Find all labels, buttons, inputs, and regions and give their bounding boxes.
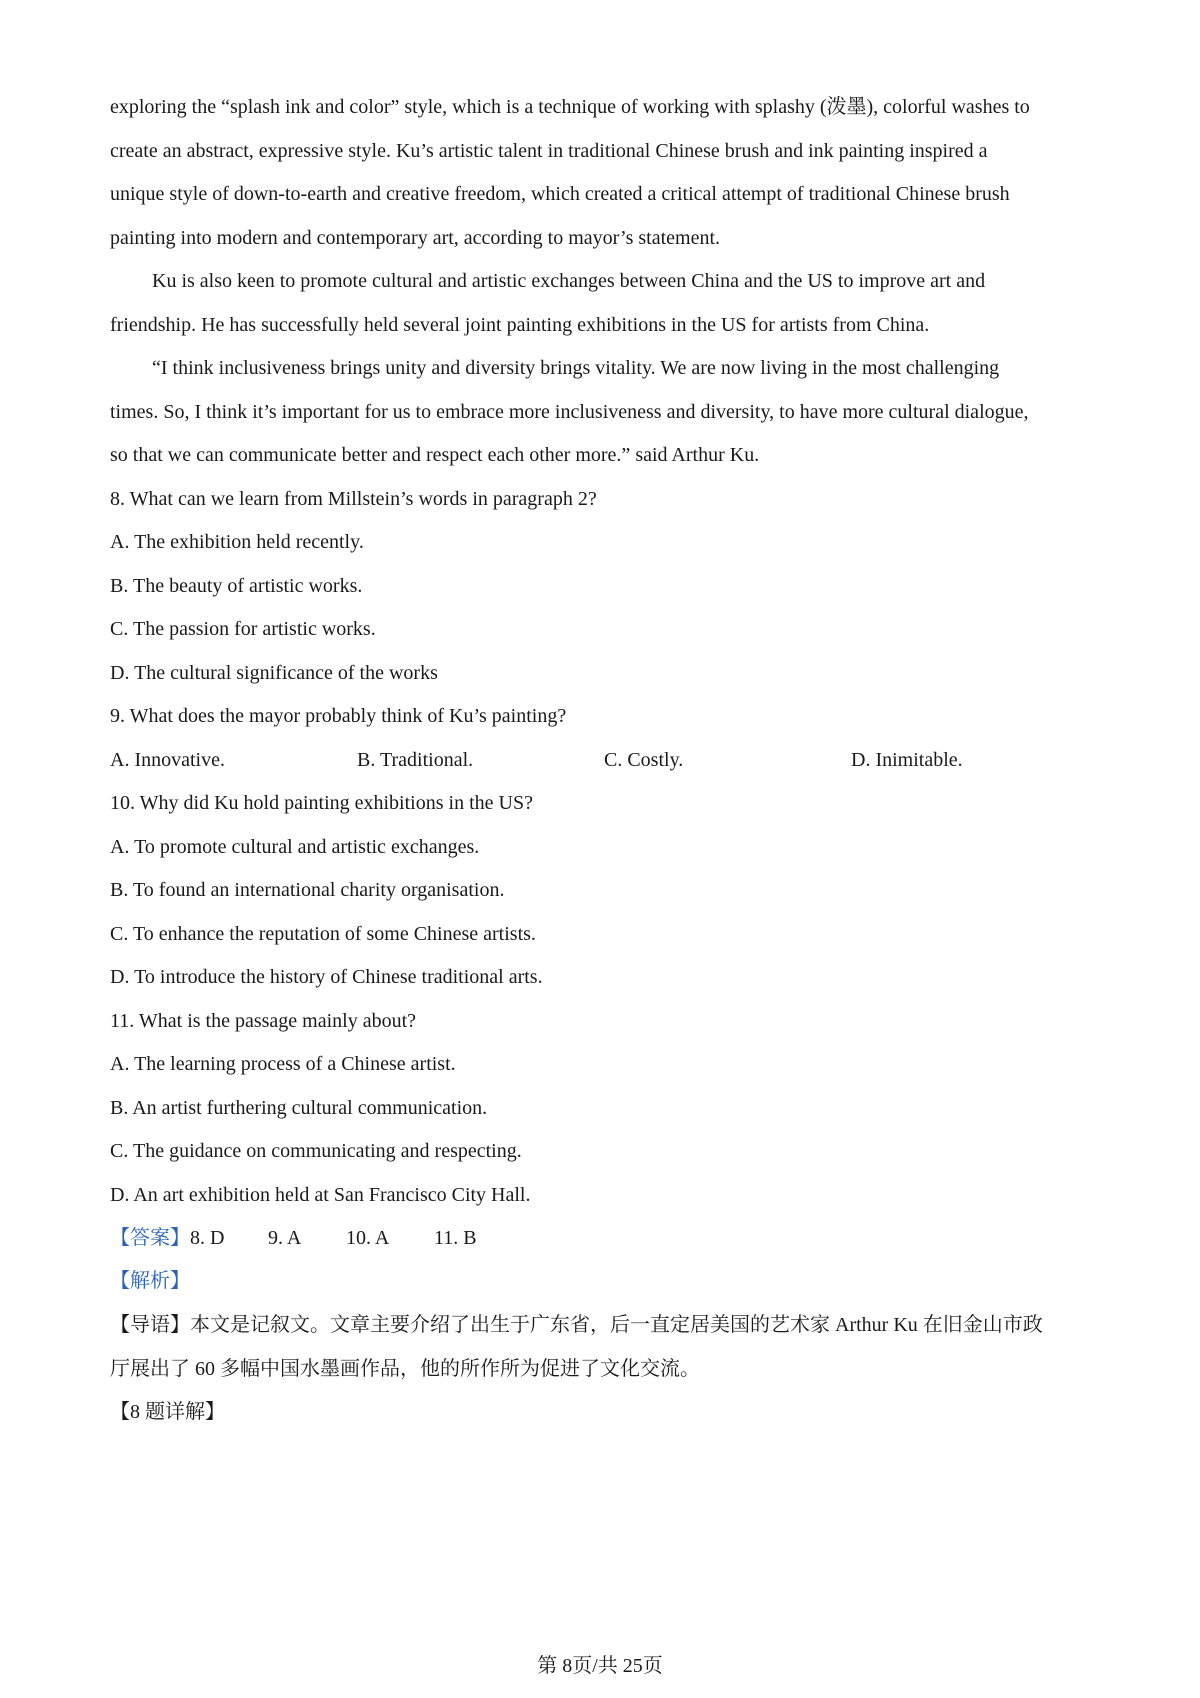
page-number: 第 8页/共 25页	[537, 1655, 663, 1677]
analysis-label: 【解析】	[110, 1270, 190, 1292]
question-option: B. The beauty of artistic works.	[110, 575, 363, 597]
passage-line: unique style of down-to-earth and creative freedom, which created a critical attempt of traditional Chinese brush	[110, 183, 1010, 205]
question-option: D. The cultural significance of the works	[110, 662, 438, 684]
question-option: D. To introduce the history of Chinese traditional arts.	[110, 966, 543, 988]
question-option: B. Traditional.	[357, 749, 474, 771]
question-stem: 11. What is the passage mainly about?	[110, 1010, 417, 1032]
question-option: A. To promote cultural and artistic exchanges.	[110, 836, 480, 858]
passage-line: times. So, I think it’s important for us to embrace more inclusiveness and diversity, to have more cultural dialogue,	[110, 401, 1029, 423]
question-stem: 9. What does the mayor probably think of Ku’s painting?	[110, 705, 567, 727]
answer-label: 【答案】	[110, 1227, 190, 1249]
question-option: D. An art exhibition held at San Francisco City Hall.	[110, 1184, 531, 1206]
passage-line: so that we can communicate better and respect each other more.” said Arthur Ku.	[110, 444, 760, 466]
guide-line	[110, 1311, 1110, 1339]
question-option: C. To enhance the reputation of some Chinese artists.	[110, 923, 536, 945]
question-stem: 10. Why did Ku hold painting exhibitions in the US?	[110, 792, 533, 814]
guide-label: 【导语】	[110, 1314, 190, 1336]
question-option: B. An artist furthering cultural communication.	[110, 1097, 488, 1119]
question-option: D. Inimitable.	[851, 749, 963, 771]
question-option: A. Innovative.	[110, 749, 225, 771]
answer-row	[110, 1224, 1110, 1252]
passage-line: “I think inclusiveness brings unity and diversity brings vitality. We are now living in the most challenging	[152, 357, 1000, 379]
passage-line: friendship. He has successfully held several joint painting exhibitions in the US for artists from China.	[110, 314, 930, 336]
question-option: C. Costly.	[604, 749, 684, 771]
question-option: C. The guidance on communicating and respecting.	[110, 1140, 522, 1162]
answer-item: 9. A	[268, 1227, 302, 1249]
answer-item: 8. D	[190, 1227, 225, 1249]
guide-line: 厅展出了 60 多幅中国水墨画作品，他的所作所为促进了文化交流。	[110, 1358, 700, 1380]
question-option: A. The learning process of a Chinese artist.	[110, 1053, 456, 1075]
question-option: C. The passion for artistic works.	[110, 618, 376, 640]
question-option: B. To found an international charity organisation.	[110, 879, 505, 901]
answer-item: 10. A	[346, 1227, 390, 1249]
passage-line: create an abstract, expressive style. Ku’s artistic talent in traditional Chinese brush and ink painting inspired a	[110, 140, 988, 162]
question-option: A. The exhibition held recently.	[110, 531, 364, 553]
guide-text: 本文是记叙文。文章主要介绍了出生于广东省，后一直定居美国的艺术家 Arthur Ku 在旧金山市政	[190, 1314, 1043, 1336]
answer-item: 11. B	[434, 1227, 477, 1249]
passage-line: painting into modern and contemporary art, according to mayor’s statement.	[110, 227, 721, 249]
question-stem: 8. What can we learn from Millstein’s words in paragraph 2?	[110, 488, 597, 510]
passage-line: Ku is also keen to promote cultural and artistic exchanges between China and the US to improve art and	[152, 270, 986, 292]
passage-line: exploring the “splash ink and color” style, which is a technique of working with splashy (泼墨), colorful washes to	[110, 96, 1030, 118]
detail-label: 【8 题详解】	[110, 1401, 225, 1423]
